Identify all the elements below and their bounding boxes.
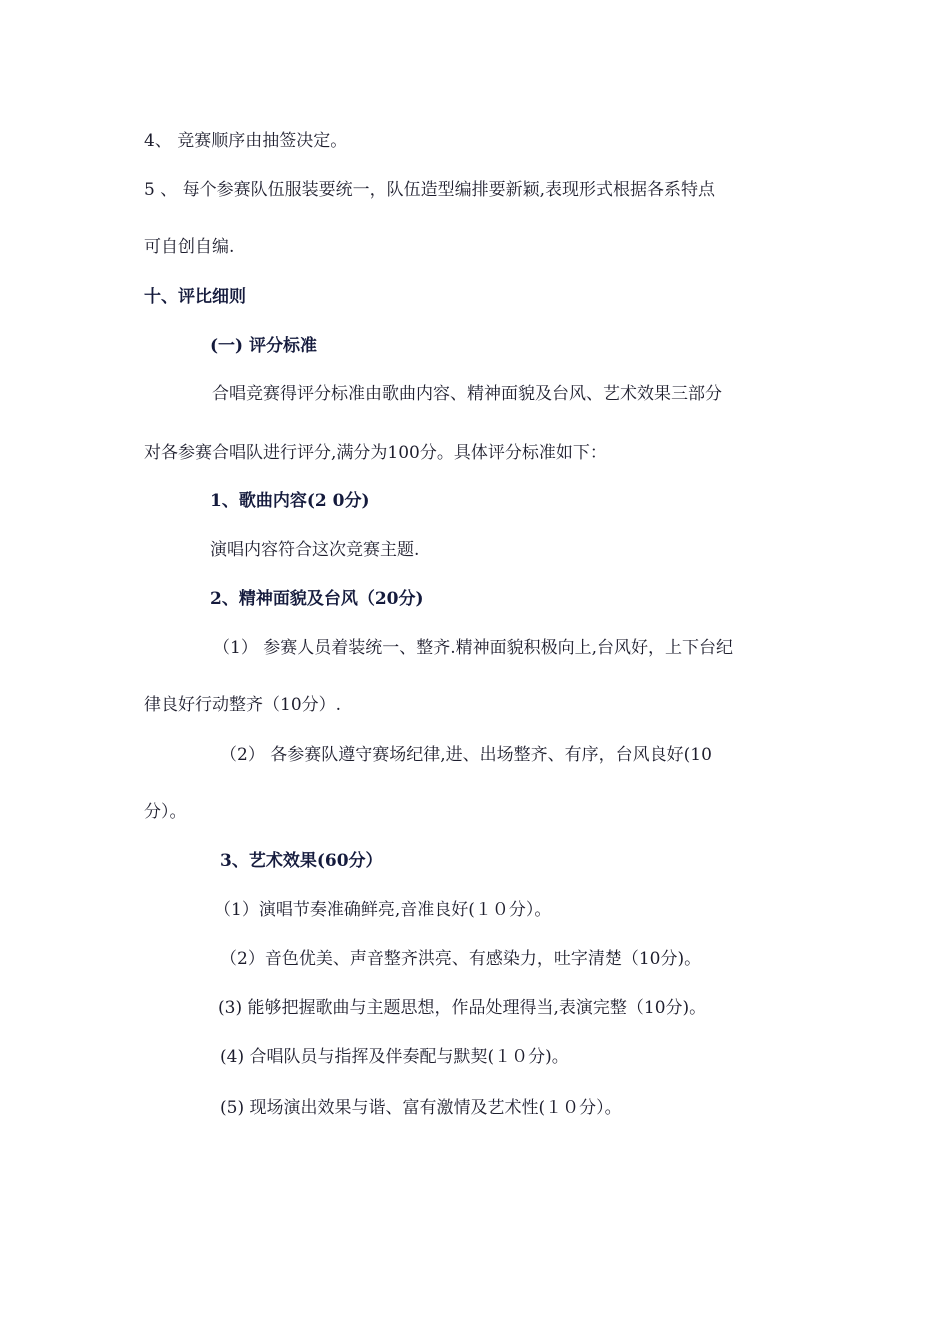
criterion-2-item-2-continued: 分）。 (144, 802, 187, 822)
criterion-heading-1: 1、歌曲内容(2 0分) (210, 491, 370, 511)
criterion-heading-3: 3、艺术效果(60分） (220, 851, 383, 871)
criterion-3-item-1: （1）演唱节奏准确鲜亮,音准良好(１０分）。 (214, 900, 552, 920)
criterion-2-item-1-continued: 律良好行动整齐（10分）. (144, 695, 342, 715)
criterion-3-item-4: (4) 合唱队员与指挥及伴奏配与默契(１０分)。 (220, 1047, 569, 1067)
rule-item-5-continued: 可自创自编. (144, 237, 235, 257)
paragraph-intro: 合唱竞赛得评分标准由歌曲内容、精神面貌及台风、艺术效果三部分 (212, 384, 722, 404)
paragraph-intro-continued: 对各参赛合唱队进行评分,满分为100分。具体评分标准如下： (144, 443, 607, 463)
criterion-3-item-5: (5) 现场演出效果与谐、富有激情及艺术性(１０分）。 (220, 1098, 622, 1118)
criterion-2-item-1: （1） 参赛人员着装统一、整齐.精神面貌积极向上,台风好，上下台纪 (213, 638, 734, 658)
criterion-3-item-3: (3) 能够把握歌曲与主题思想，作品处理得当,表演完整（10分)。 (218, 998, 707, 1018)
criterion-3-item-2: （2）音色优美、声音整齐洪亮、有感染力，吐字清楚（10分)。 (220, 949, 702, 969)
rule-item-4: 4、 竞赛顺序由抽签决定。 (144, 131, 348, 151)
criterion-heading-2: 2、精神面貌及台风（20分) (210, 589, 424, 609)
rule-item-5: 5 、 每个参赛队伍服装要统一，队伍造型编排要新颖,表现形式根据各系特点 (144, 180, 716, 200)
section-heading: 十、评比细则 (144, 287, 246, 307)
criterion-2-item-2: （2） 各参赛队遵守赛场纪律,进、出场整齐、有序，台风良好(10 (220, 745, 712, 765)
subsection-heading: (一) 评分标准 (210, 336, 318, 356)
criterion-1-text: 演唱内容符合这次竞赛主题. (210, 540, 420, 560)
